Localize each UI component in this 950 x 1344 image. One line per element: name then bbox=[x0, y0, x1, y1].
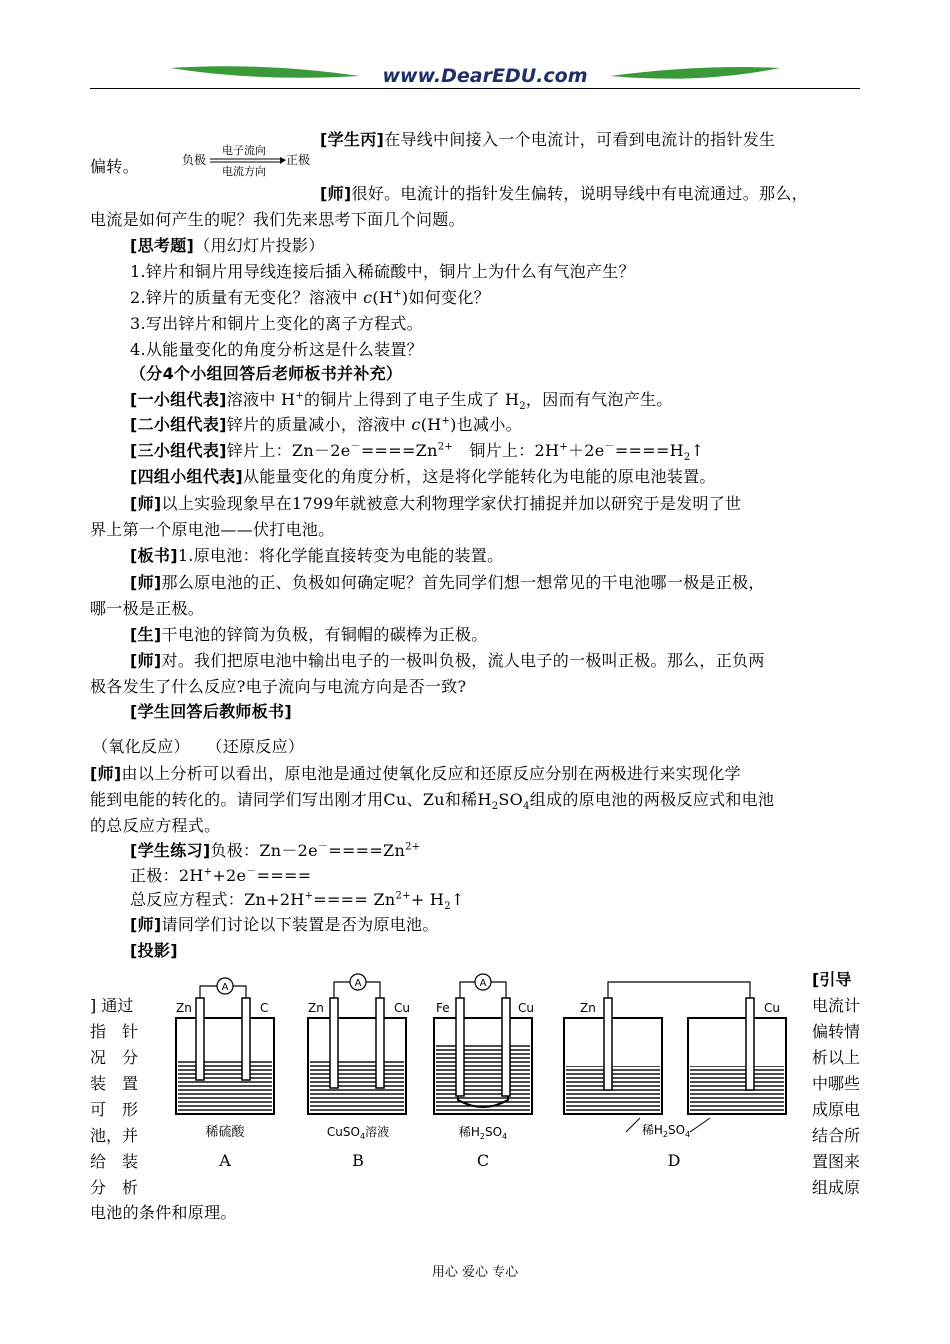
svg-text:Cu: Cu bbox=[764, 1001, 780, 1015]
svg-text:稀H2SO4: 稀$H_2SO_4$ bbox=[641, 1123, 691, 1139]
line-practice-total: 总反应方程式：$Zn+2H^+==== Zn^{2+}+$ $H_2↑$ bbox=[130, 890, 465, 913]
beaker-c bbox=[434, 974, 534, 1170]
logo-swoosh-left bbox=[170, 66, 360, 78]
line-redox: （氧化反应） （还原反应） bbox=[92, 737, 305, 756]
logo-text: www.DearEDU.com bbox=[382, 65, 588, 87]
line-volta: 界上第一个原电池——伏打电池。 bbox=[90, 520, 335, 539]
beaker-b bbox=[308, 974, 410, 1170]
header-logo bbox=[90, 60, 860, 90]
svg-text:Cu: Cu bbox=[394, 1001, 410, 1015]
line-group-note: （分4个小组回答后老师板书并补充） bbox=[130, 364, 403, 383]
beaker-d bbox=[564, 982, 786, 1170]
svg-text:Zn: Zn bbox=[308, 1001, 324, 1015]
logo-swoosh-right bbox=[610, 67, 780, 79]
svg-text:A: A bbox=[219, 1151, 231, 1170]
line-group-2: [二小组代表]锌片的质量减小，溶液中 c(H+)也减小。 bbox=[130, 415, 522, 434]
line-teacher-3: [师]那么原电池的正、负极如何确定呢？首先同学们想一想常见的干电池哪一极是正极， bbox=[130, 573, 765, 592]
svg-text:A: A bbox=[221, 982, 229, 993]
left-column: ] 通过 指 针 况 分 装 置 可 形 池，并 给 装 分 析 bbox=[90, 996, 139, 1197]
svg-text:C: C bbox=[260, 1001, 269, 1015]
fig-current-flow: 电流方向 bbox=[222, 165, 266, 177]
line-student-c: [学生丙]在导线中间接入一个电流计，可看到电流计的指针发生 bbox=[320, 130, 776, 149]
line-teacher-2: [师]以上实验现象早在1799年就被意大利物理学家伏打捕捉并加以研究于是发明了世 bbox=[130, 494, 742, 513]
line-teacher-5: [师]由以上分析可以看出，原电池是通过使氧化反应和还原反应分别在两极进行来实现化学 bbox=[90, 764, 741, 783]
svg-text:稀硫酸: 稀硫酸 bbox=[205, 1125, 245, 1140]
header-rule bbox=[90, 88, 860, 89]
line-group-3: [三小组代表]锌片上：$Zn-2e^-====Zn^{2+}$ 铜片上：$2H^++2e^-====H_2↑$ bbox=[130, 441, 705, 464]
question-4: 4.从能量变化的角度分析这是什么装置？ bbox=[130, 340, 423, 359]
line-teacher-6: [师]请同学们讨论以下装置是否为原电池。 bbox=[130, 915, 439, 934]
svg-text:B: B bbox=[352, 1151, 364, 1170]
line-teacher-4: [师]对。我们把原电池中输出电子的一极叫负极，流人电子的一极叫正极。那么，正负两 bbox=[130, 651, 765, 670]
line-think-title: [思考题]（用幻灯片投影） bbox=[130, 236, 325, 255]
line-projection: [投影] bbox=[130, 941, 178, 960]
svg-text:Cu: Cu bbox=[518, 1001, 534, 1015]
page-footer: 用心 爱心 专心 bbox=[431, 1265, 519, 1280]
right-column: [引导 电流计 偏转情 析以上 中哪些 成原电 结合所 置图来 组成原 bbox=[812, 970, 861, 1197]
svg-text:Zn: Zn bbox=[176, 1001, 192, 1015]
line-conditions: 电池的条件和原理。 bbox=[90, 1203, 237, 1222]
fig-electron-flow: 电子流向 bbox=[222, 144, 266, 157]
galvanic-cells-figure bbox=[170, 968, 810, 1178]
line-reaction-question: 极各发生了什么反应?电子流向与电流方向是否一致? bbox=[90, 677, 467, 696]
electron-flow-figure bbox=[182, 143, 312, 177]
svg-text:CuSO4溶液: CuSO$_4$溶液 bbox=[326, 1125, 390, 1141]
line-board-1: [板书]1.原电池：将化学能直接转变为电能的装置。 bbox=[130, 546, 504, 565]
line-total-equation: 的总反应方程式。 bbox=[90, 816, 221, 835]
svg-text:D: D bbox=[667, 1151, 681, 1170]
line-practice-negative: [学生练习]负极：$Zn-2e^-====Zn^{2+}$ bbox=[130, 841, 421, 860]
line-positive-pole: 哪一极是正极。 bbox=[90, 599, 205, 618]
line-student-answer: [生]干电池的锌筒为负极，有铜帽的碳棒为正极。 bbox=[130, 625, 488, 644]
line-group-1: [一小组代表]溶液中 H+的铜片上得到了电子生成了 $H_2$，因而有气泡产生。 bbox=[130, 390, 673, 413]
svg-text:C: C bbox=[476, 1151, 490, 1170]
line-write-equations: 能到电能的转化的。请同学们写出刚才用Cu、Zu和稀$H_2SO_4$组成的原电池的两极反应式和电池 bbox=[90, 790, 775, 813]
line-teacher-1: [师]很好。电流计的指针发生偏转，说明导线中有电流通过。那么， bbox=[320, 184, 808, 203]
svg-text:稀H2SO4: 稀$H_2SO_4$ bbox=[458, 1125, 508, 1141]
line-deflection: 偏转。 bbox=[90, 157, 139, 176]
svg-text:A: A bbox=[479, 978, 487, 989]
line-board-title: [学生回答后教师板书] bbox=[130, 702, 292, 721]
fig-negative: 负极 bbox=[182, 153, 207, 167]
question-1: 1.锌片和铜片用导线连接后插入稀硫酸中，铜片上为什么有气泡产生？ bbox=[130, 262, 635, 281]
beaker-a bbox=[176, 978, 274, 1170]
svg-text:Zn: Zn bbox=[580, 1001, 596, 1015]
line-practice-positive: 正极：2H++2e－==== bbox=[130, 866, 312, 885]
fig-positive: 正极 bbox=[286, 153, 311, 167]
question-3: 3.写出锌片和铜片上变化的离子方程式。 bbox=[130, 314, 423, 333]
line-group-4: [四组小组代表]从能量变化的角度分析，这是将化学能转化为电能的原电池装置。 bbox=[130, 467, 716, 486]
line-question-intro: 电流是如何产生的呢？我们先来思考下面几个问题。 bbox=[90, 210, 465, 229]
svg-text:Fe: Fe bbox=[436, 1001, 450, 1015]
question-2: 2.锌片的质量有无变化？溶液中 c(H+)如何变化？ bbox=[130, 288, 490, 307]
svg-text:A: A bbox=[354, 978, 362, 989]
